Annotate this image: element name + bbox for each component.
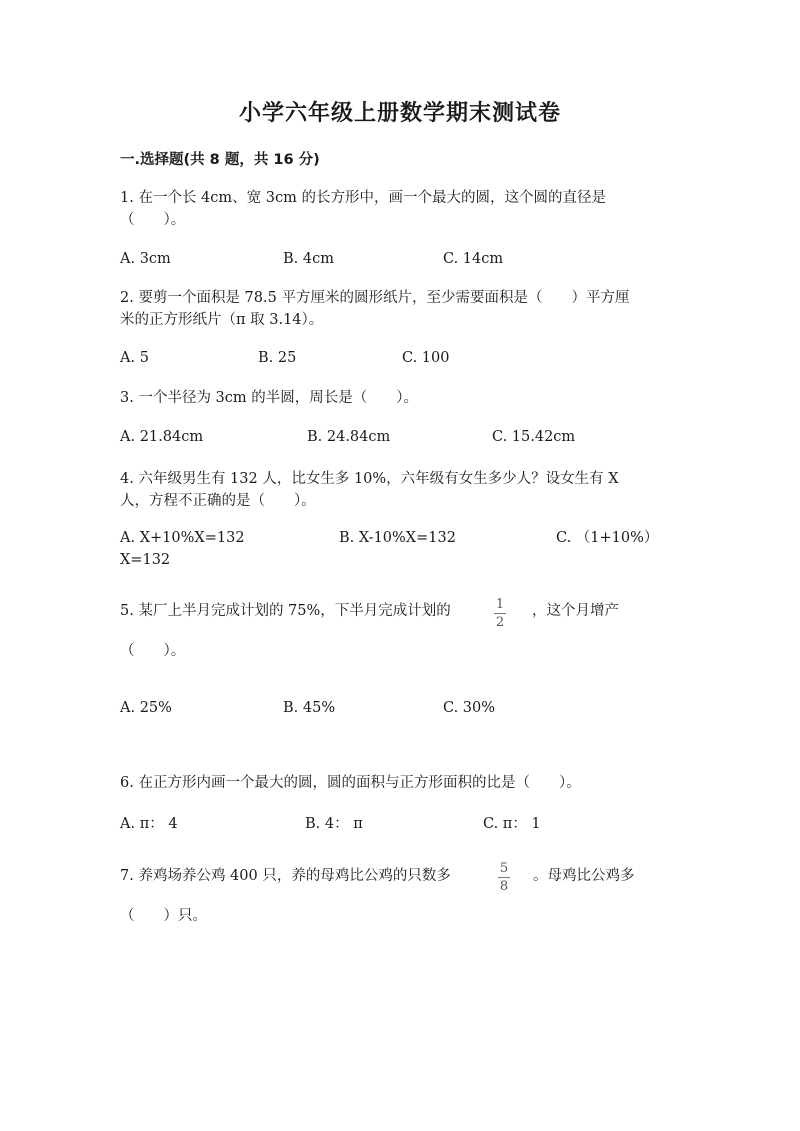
question-7-line-2: （ ）只。: [120, 908, 207, 924]
question-2-option-b: B. 25: [258, 350, 297, 366]
question-3-option-a: A. 21.84cm: [120, 429, 204, 445]
page-title: 小学六年级上册数学期末测试卷: [238, 101, 561, 126]
question-2-option-c: C. 100: [402, 350, 450, 366]
question-7-line-1: 7. 养鸡场养公鸡 400 只，养的母鸡比公鸡的只数多: [120, 868, 451, 884]
question-6-line-1: 6. 在正方形内画一个最大的圆，圆的面积与正方形面积的比是（ ）。: [120, 775, 581, 791]
question-3-option-c: C. 15.42cm: [492, 429, 576, 445]
question-4-option-c-continued: X=132: [120, 552, 171, 568]
fraction-numerator: 1: [495, 597, 505, 612]
question-2-option-a: A. 5: [120, 350, 149, 366]
question-4-option-b: B. X-10%X=132: [339, 530, 456, 546]
question-2-line-1: 2. 要剪一个面积是 78.5 平方厘米的圆形纸片，至少需要面积是（ ）平方厘: [120, 290, 630, 306]
question-5-option-a: A. 25%: [120, 700, 172, 716]
question-1-option-b: B. 4cm: [283, 251, 334, 267]
question-1-option-c: C. 14cm: [443, 251, 504, 267]
fraction-bar: [498, 877, 510, 878]
question-4: [120, 468, 680, 512]
question-6-option-c: C. π： 1: [483, 816, 541, 832]
question-1-line-2: （ ）。: [120, 212, 186, 228]
question-1-option-a: A. 3cm: [120, 251, 171, 267]
question-2-line-2: 米的正方形纸片（π 取 3.14）。: [120, 312, 324, 328]
question-4-line-2: 人，方程不正确的是（ ）。: [120, 493, 316, 509]
question-4-option-c: C. （1+10%）: [556, 530, 659, 546]
question-5-line-2: （ ）。: [120, 643, 186, 659]
question-3-line-1: 3. 一个半径为 3cm 的半圆，周长是（ ）。: [120, 390, 419, 406]
question-5-option-c: C. 30%: [443, 700, 496, 716]
question-4-option-a: A. X+10%X=132: [120, 530, 245, 546]
question-6-option-a: A. π： 4: [120, 816, 178, 832]
fraction-denominator: 2: [495, 615, 505, 630]
question-5-fraction: [494, 597, 506, 630]
question-1-line-1: 1. 在一个长 4cm、宽 3cm 的长方形中，画一个最大的圆，这个圆的直径是: [120, 190, 606, 206]
question-1: [120, 187, 680, 231]
question-3: [120, 387, 680, 409]
question-2: [120, 287, 680, 331]
question-4-line-1: 4. 六年级男生有 132 人，比女生多 10%，六年级有女生多少人？设女生有 X: [120, 471, 619, 487]
fraction-denominator: 8: [499, 879, 509, 894]
question-5-line-1: 5. 某厂上半月完成计划的 75%，下半月完成计划的: [120, 603, 451, 619]
section-heading: 一.选择题(共 8 题，共 16 分): [120, 152, 320, 168]
question-5-line-1-end: ，这个月增产: [532, 603, 619, 619]
fraction-numerator: 5: [499, 861, 509, 876]
question-7-fraction: [498, 861, 510, 894]
fraction-bar: [494, 613, 506, 614]
question-3-option-b: B. 24.84cm: [307, 429, 391, 445]
question-6-option-b: B. 4： π: [305, 816, 363, 832]
question-5-option-b: B. 45%: [283, 700, 336, 716]
question-7-line-1-end: 。母鸡比公鸡多: [533, 868, 635, 884]
